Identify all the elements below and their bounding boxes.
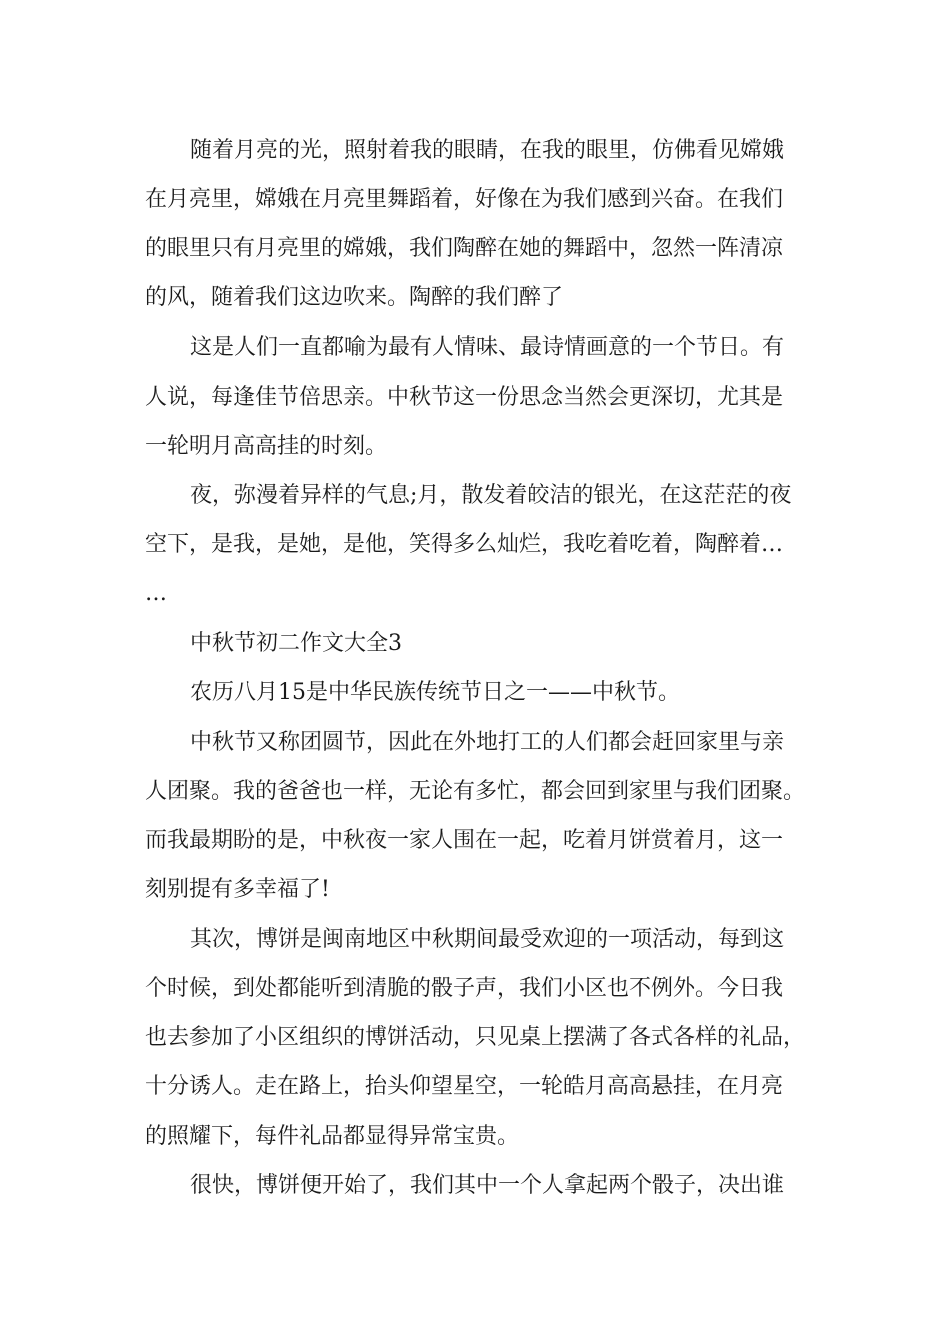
text-line: 随着月亮的光，照射着我的眼睛，在我的眼里，仿佛看见嫦娥 — [190, 138, 785, 163]
text-line: 很快，博饼便开始了，我们其中一个人拿起两个骰子，决出谁 — [190, 1173, 785, 1198]
text-line: 刻别提有多幸福了! — [145, 877, 330, 902]
text-line: 一轮明月高高挂的时刻。 — [145, 434, 388, 459]
text-line: 夜，弥漫着异样的气息;月，散发着皎洁的银光，在这茫茫的夜 — [190, 483, 792, 508]
text-line: 其次，博饼是闽南地区中秋期间最受欢迎的一项活动，每到这 — [190, 927, 785, 952]
text-line: 这是人们一直都喻为最有人情味、最诗情画意的一个节日。有 — [190, 335, 785, 360]
text-line: 而我最期盼的是，中秋夜一家人围在一起，吃着月饼赏着月，这一 — [145, 828, 784, 853]
text-line: 农历八月15是中华民族传统节日之一——中秋节。 — [190, 680, 680, 705]
text-line: 个时候，到处都能听到清脆的骰子声，我们小区也不例外。今日我 — [145, 976, 784, 1001]
text-line: 中秋节又称团圆节，因此在外地打工的人们都会赶回家里与亲 — [190, 730, 785, 755]
text-line: 十分诱人。走在路上，抬头仰望星空，一轮皓月高高悬挂，在月亮 — [145, 1074, 784, 1099]
text-line: 人说，每逢佳节倍思亲。中秋节这一份思念当然会更深切，尤其是 — [145, 385, 784, 410]
text-line: 空下，是我，是她，是他，笑得多么灿烂，我吃着吃着，陶醉着… — [145, 532, 784, 557]
text-line: 的眼里只有月亮里的嫦娥，我们陶醉在她的舞蹈中，忽然一阵清凉 — [145, 236, 784, 261]
text-line: 的风，随着我们这边吹来。陶醉的我们醉了 — [145, 285, 564, 310]
section-title: 中秋节初二作文大全3 — [190, 631, 402, 656]
text-line: … — [145, 581, 167, 606]
text-line: 在月亮里，嫦娥在月亮里舞蹈着，好像在为我们感到兴奋。在我们 — [145, 187, 784, 212]
text-line: 也去参加了小区组织的博饼活动，只见桌上摆满了各式各样的礼品， — [145, 1025, 806, 1050]
text-line: 的照耀下，每件礼品都显得异常宝贵。 — [145, 1124, 520, 1149]
text-line: 人团聚。我的爸爸也一样，无论有多忙，都会回到家里与我们团聚。 — [145, 779, 806, 804]
